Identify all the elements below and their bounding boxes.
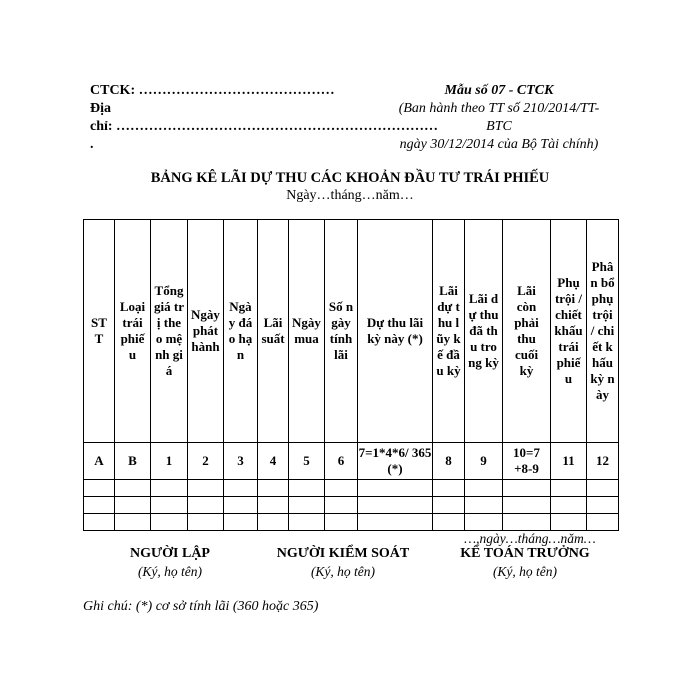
header-cell: Tổng giá trị theo mệnh giá	[151, 220, 188, 443]
company-name-line: CTCK: ……………………………………	[90, 83, 335, 98]
header-cell: Loại trái phiếu	[115, 220, 151, 443]
table-row	[84, 514, 619, 531]
empty-cell	[151, 514, 188, 531]
empty-cell	[358, 514, 433, 531]
index-cell: 7=1*4*6/ 365 (*)	[358, 443, 433, 480]
empty-cell	[258, 480, 289, 497]
empty-cell	[551, 497, 587, 514]
empty-cell	[433, 497, 465, 514]
empty-cell	[224, 514, 258, 531]
empty-cell	[551, 514, 587, 531]
controller-role: NGƯỜI KIỂM SOÁT	[276, 546, 410, 561]
address-line-end: .	[90, 137, 94, 152]
table-row	[84, 480, 619, 497]
document-title: BẢNG KÊ LÃI DỰ THU CÁC KHOẢN ĐẦU TƯ TRÁI PHIẾU	[150, 170, 550, 186]
header-cell: Lãi dự thu đã thu trong kỳ	[465, 220, 503, 443]
issued-by-line-1: (Ban hành theo TT số 210/2014/TT-	[398, 101, 600, 116]
address-line: chỉ: ……………………………………………………………	[90, 119, 439, 134]
empty-cell	[325, 514, 358, 531]
issued-by-line-2: BTC	[486, 119, 512, 134]
empty-cell	[258, 514, 289, 531]
empty-cell	[325, 497, 358, 514]
empty-cell	[289, 497, 325, 514]
empty-cell	[465, 497, 503, 514]
header-cell: Ngày đáo hạn	[224, 220, 258, 443]
empty-cell	[503, 497, 551, 514]
empty-cell	[433, 480, 465, 497]
chief-accountant-note: (Ký, họ tên)	[492, 564, 558, 579]
empty-cell	[188, 514, 224, 531]
empty-cell	[551, 480, 587, 497]
empty-cell	[587, 480, 619, 497]
table-header-row	[84, 220, 619, 443]
empty-cell	[84, 497, 115, 514]
index-cell: 6	[325, 443, 358, 480]
chief-accountant-role: KẾ TOÁN TRƯỞNG	[460, 546, 590, 561]
controller-signature	[258, 546, 428, 580]
empty-cell	[289, 514, 325, 531]
header-cell: Phân bổ phụ trội / chiết khấu kỳ này	[587, 220, 619, 443]
preparer-role: NGƯỜI LẬP	[130, 546, 210, 561]
column-index-row	[84, 443, 619, 480]
index-cell: 12	[587, 443, 619, 480]
empty-cell	[465, 480, 503, 497]
address-label: Địa	[90, 101, 111, 116]
empty-cell	[358, 480, 433, 497]
empty-cell	[224, 480, 258, 497]
footnote: Ghi chú: (*) cơ sở tính lãi (360 hoặc 365)	[83, 599, 319, 614]
empty-cell	[115, 514, 151, 531]
empty-cell	[465, 514, 503, 531]
index-cell: A	[84, 443, 115, 480]
header-cell: Ngày mua	[289, 220, 325, 443]
table-row	[84, 497, 619, 514]
empty-cell	[503, 514, 551, 531]
empty-cell	[289, 480, 325, 497]
header-cell: Lãi suất	[258, 220, 289, 443]
header-cell: Lãi còn phải thu cuối kỳ	[503, 220, 551, 443]
header-cell: Dự thu lãi kỳ này (*)	[358, 220, 433, 443]
index-cell: 10=7 +8-9	[503, 443, 551, 480]
index-cell: 4	[258, 443, 289, 480]
empty-cell	[325, 480, 358, 497]
controller-note: (Ký, họ tên)	[310, 564, 376, 579]
empty-cell	[587, 514, 619, 531]
empty-cell	[358, 497, 433, 514]
header-cell: STT	[84, 220, 115, 443]
empty-cell	[258, 497, 289, 514]
index-cell: B	[115, 443, 151, 480]
index-cell: 9	[465, 443, 503, 480]
form-number: Mẫu số 07 - CTCK	[444, 83, 554, 98]
signature-date-line: …,ngày…tháng…năm…	[464, 531, 596, 546]
index-cell: 5	[289, 443, 325, 480]
empty-cell	[151, 480, 188, 497]
header-cell: Phụ trội / chiết khấu trái phiếu	[551, 220, 587, 443]
header-cell: Ngày phát hành	[188, 220, 224, 443]
header-cell: Số ngày tính lãi	[325, 220, 358, 443]
empty-cell	[188, 480, 224, 497]
empty-cell	[587, 497, 619, 514]
index-cell: 3	[224, 443, 258, 480]
company-header	[90, 82, 439, 154]
empty-cell	[433, 514, 465, 531]
index-cell: 8	[433, 443, 465, 480]
empty-cell	[84, 514, 115, 531]
empty-cell	[503, 480, 551, 497]
empty-cell	[84, 480, 115, 497]
preparer-signature	[95, 546, 245, 580]
header-cell: Lãi dự thu lũy kế đầu kỳ	[433, 220, 465, 443]
index-cell: 11	[551, 443, 587, 480]
empty-cell	[115, 480, 151, 497]
empty-cell	[188, 497, 224, 514]
empty-cell	[151, 497, 188, 514]
empty-cell	[224, 497, 258, 514]
form-reference	[380, 82, 618, 154]
preparer-note: (Ký, họ tên)	[137, 564, 203, 579]
document-date: Ngày…tháng…năm…	[286, 188, 414, 203]
chief-accountant-signature	[440, 546, 610, 580]
issued-by-line-3: ngày 30/12/2014 của Bộ Tài chính)	[399, 137, 599, 152]
index-cell: 2	[188, 443, 224, 480]
index-cell: 1	[151, 443, 188, 480]
bond-interest-table	[83, 219, 619, 531]
empty-cell	[115, 497, 151, 514]
